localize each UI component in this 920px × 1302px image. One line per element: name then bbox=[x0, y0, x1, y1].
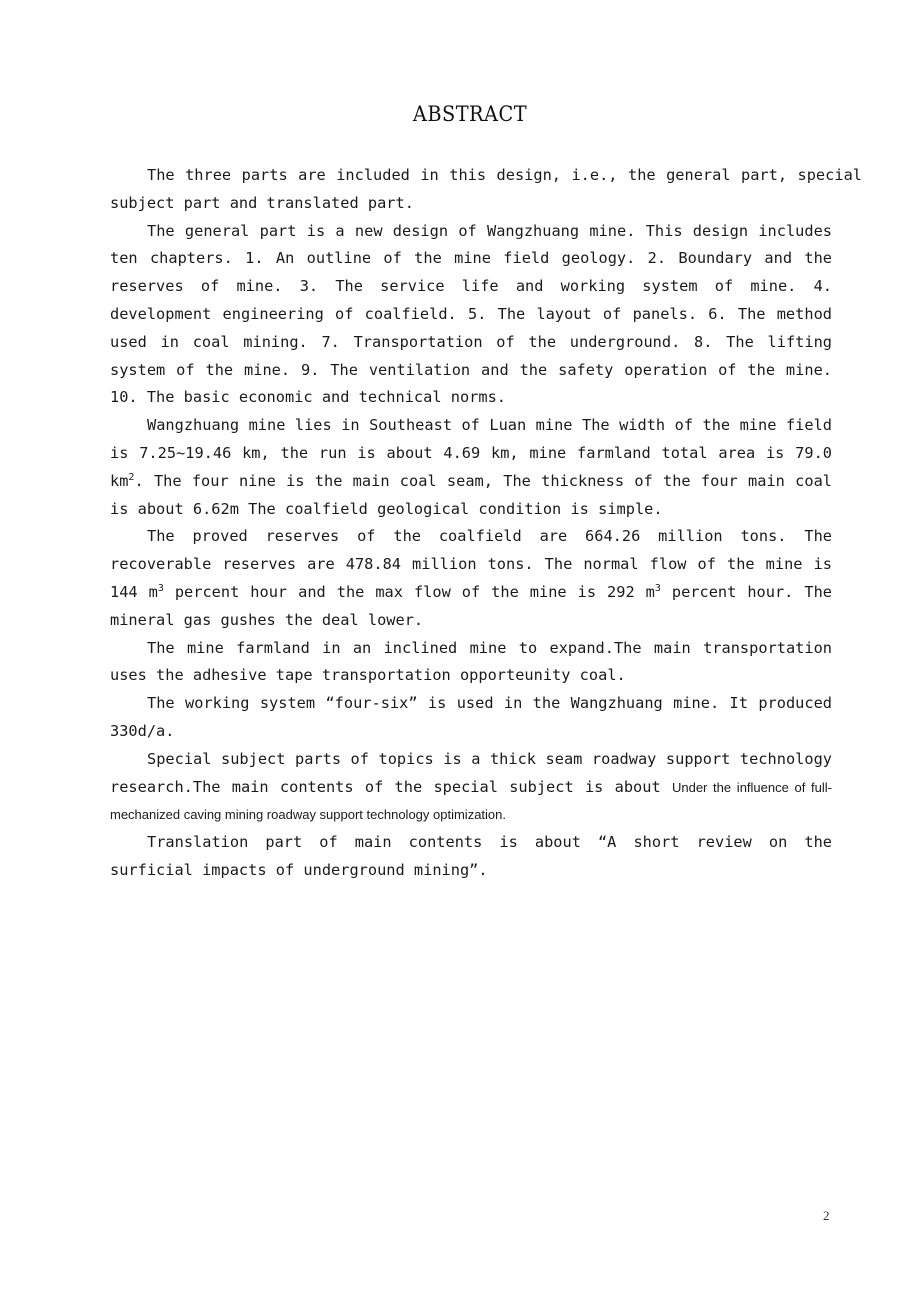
reserves-text: The proved reserves of the coalfield are 664.26 million tons. The recoverable reserves are 478.84 million tons. The normal flow of the mine is 144 m bbox=[110, 527, 832, 601]
flow-text: percent hour and the max flow of the mine is 292 m bbox=[163, 582, 655, 601]
paragraph-translation: Translation part of main contents is about “A short review on the surficial impacts of underground mining”. bbox=[110, 833, 832, 879]
area-unit-superscript: 2 bbox=[128, 471, 135, 483]
abstract-title: ABSTRACT bbox=[412, 102, 528, 126]
paragraph-transportation: The mine farmland in an inclined mine to expand.The main transportation uses the adhesive tape transportation opporteunity coal. bbox=[110, 638, 832, 685]
volume-unit-superscript: 3 bbox=[157, 582, 164, 594]
paragraph-mine-location bbox=[110, 412, 832, 523]
special-subject-topic: Under the influence of full-mechanized caving mining roadway support technology optimization. bbox=[110, 779, 832, 823]
volume-unit-superscript: 3 bbox=[654, 582, 661, 594]
abstract-body bbox=[110, 162, 862, 885]
special-subject-text: Special subject parts of topics is a thick seam roadway support technology research.The main contents of the special subject is about bbox=[110, 749, 832, 796]
gas-text: percent hour. The mineral gas gushes the deal lower. bbox=[110, 582, 832, 629]
paragraph-general-part: The general part is a new design of Wangzhuang mine. This design includes ten chapters. 1. An outline of the mine field geology. 2. Boundary and the reserves of mine. 3. The service life and working system of mine. 4. development engineering of coalfield. 5. The layout of panels. 6. The method used in coal mining. 7. Transportation of the underground. 8. The lifting system of the mine. 9. The ventilation and the safety operation of the mine. 10. The basic economic and technical norms. bbox=[110, 221, 832, 407]
paragraph-overview: The three parts are included in this design, i.e., the general part, special subject part and translated part. bbox=[110, 166, 862, 212]
paragraph-reserves bbox=[110, 523, 832, 634]
paragraph-special-subject bbox=[110, 746, 832, 829]
coal-seam-text: . The four nine is the main coal seam, The thickness of the four main coal is about 6.62m The coalfield geological condition is simple. bbox=[110, 471, 832, 518]
page-number: 2 bbox=[823, 1208, 830, 1223]
paragraph-working-system: The working system “four-six” is used in the Wangzhuang mine. It produced 330d/a. bbox=[110, 694, 832, 740]
mine-location-text: Wangzhuang mine lies in Southeast of Luan mine The width of the mine field is 7.25~19.46 km, the run is about 4.69 km, mine farmland total area is 79.0 km bbox=[110, 416, 832, 490]
